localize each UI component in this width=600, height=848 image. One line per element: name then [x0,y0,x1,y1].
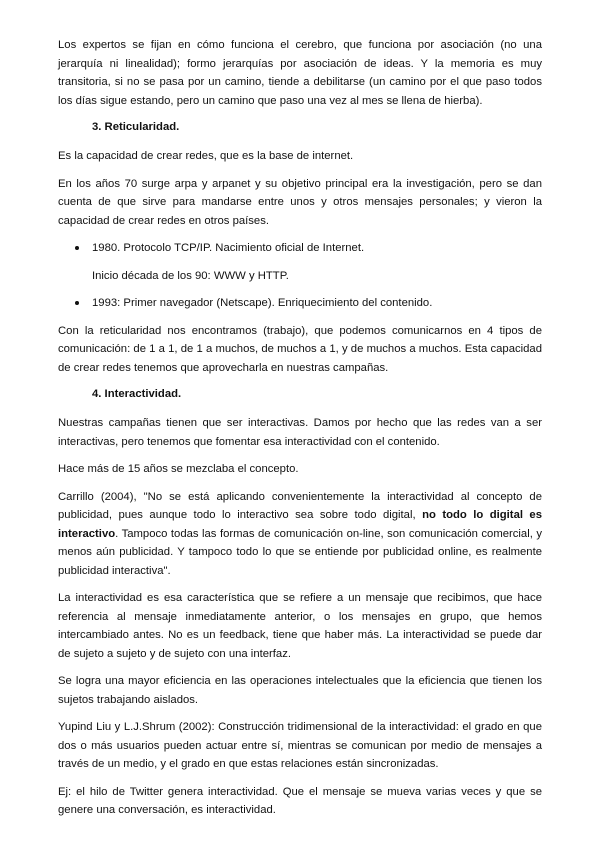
paragraph-concepto: Hace más de 15 años se mezclaba el concepto. [58,463,299,475]
list-item: 1993: Primer navegador (Netscape). Enriquecimiento del contenido. [58,294,542,313]
heading-reticularidad: 3. Reticularidad. [92,121,180,133]
paragraph-liu-shrum: Yupind Liu y L.J.Shrum (2002): Construcción tridimensional de la interactividad: el grado en que dos o más usuarios pueden actuar entre sí, mientras se comunican por medio de mensajes a través de un medio, y el grado en que estas relaciones están sincronizadas. [58,721,542,770]
paragraph-memory: Los expertos se fijan en cómo funciona el cerebro, que funciona por asociación (no una jerarquía ni linealidad); formo jerarquías por asociación de ideas. Y la memoria es muy transitoria, si no se pasa por un camino, tiende a debilitarse (un camino por el que paso todos los días sigue estando, pero un camino que paso una vez al mes se llena de hierba). [58,39,542,107]
heading-interactividad: 4. Interactividad. [92,388,182,400]
paragraph-carrillo [58,488,542,581]
quote-part-2: . Tampoco todas las formas de comunicación on-line, son comunicación comercial, y menos aún publicidad. Y tampoco todo lo que se entiende por publicidad online, es realmente publicidad interactiva". [58,527,542,577]
paragraph-eficiencia: Se logra una mayor eficiencia en las operaciones intelectuales que la eficiencia que tienen los sujetos trabajando aislados. [58,675,542,706]
paragraph-arpanet: En los años 70 surge arpa y arpanet y su objetivo principal era la investigación, pero se dan cuenta de que sirve para mandarse entre unos y otros mensajes personales; y vieron la capacidad de crear redes en otros países. [58,177,542,227]
timeline-list [58,239,542,313]
paragraph-definicion: La interactividad es esa característica que se refiere a un mensaje que recibimos, que hace referencia al mensaje inmediatamente anterior, o los mensajes en grupo, que hemos intercambiado antes. No es un feedback, tiene que haber más. La interactividad se puede dar de sujeto a sujeto y de sujeto con una interfaz. [58,592,542,660]
list-item: 1980. Protocolo TCP/IP. Nacimiento oficial de Internet. [58,239,542,258]
paragraph-twitter: Ej: el hilo de Twitter genera interactividad. Que el mensaje se mueva varias veces y que se genere una conversación, es interactividad. [58,785,542,816]
paragraph-campanas: Nuestras campañas tienen que ser interactivas. Damos por hecho que las redes van a ser interactivas, pero tenemos que fomentar esa interactividad con el contenido. [58,417,542,448]
list-item-sub: Inicio década de los 90: WWW y HTTP. [92,269,289,282]
paragraph-comunicacion: Con la reticularidad nos encontramos (trabajo), que podemos comunicarnos en 4 tipos de comunicación: de 1 a 1, de 1 a muchos, de muchos a 1, y de muchos a muchos. Esta capacidad de crear redes tenemos que aprovecharla en nuestras campañas. [58,324,542,374]
quote-part-1: Carrillo (2004), "No se está aplicando convenientemente la interactividad al concepto de publicidad, pues aunque todo lo interactivo sea sobre todo digital, [58,490,542,521]
paragraph-redes: Es la capacidad de crear redes, que es la base de internet. [58,150,354,162]
quote-emphasis: no todo lo digital es interactivo [58,509,543,540]
